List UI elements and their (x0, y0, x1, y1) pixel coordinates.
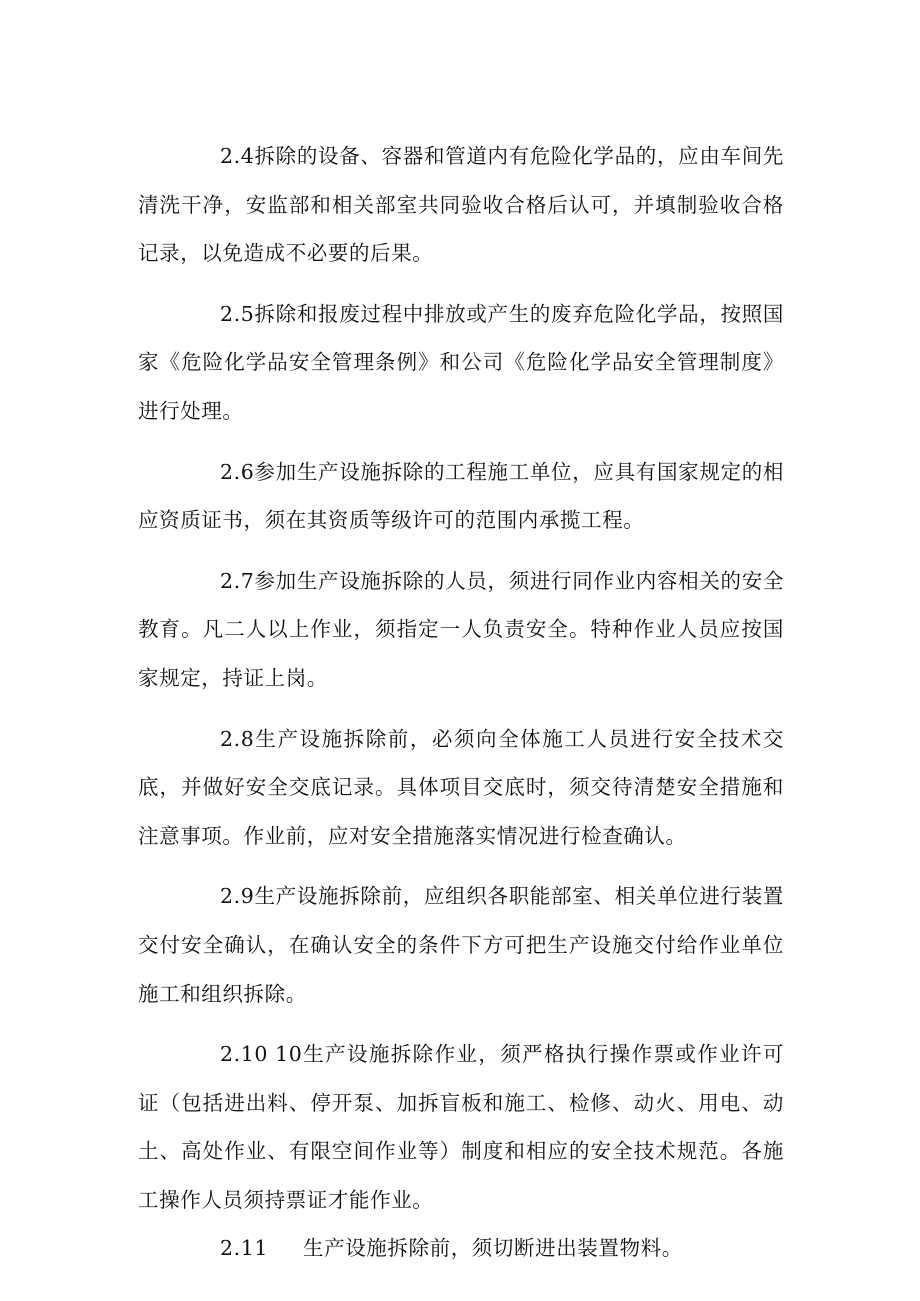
clause-text: 拆除和报废过程中排放或产生的废弃危险化学品，按照国家《危险化学品安全管理条例》和公司《危险化学品安全管理制度》进行处理。 (138, 301, 784, 423)
clause-number: 2.10 10 (220, 1042, 303, 1067)
clause-number: 2.7 (220, 568, 255, 593)
clause-number: 2.9 (220, 884, 255, 909)
clause-text: 生产设施拆除前，必须向全体施工人员进行安全技术交底，并做好安全交底记录。具体项目交底时，须交待清楚安全措施和注意事项。作业前，应对安全措施落实情况进行检查确认。 (138, 726, 784, 848)
clause-text: 生产设施拆除前，须切断进出装置物料。 (303, 1236, 683, 1261)
clause-text: 参加生产设施拆除的人员，须进行同作业内容相关的安全教育。凡二人以上作业，须指定一人负责安全。特种作业人员应按国家规定，持证上岗。 (138, 568, 784, 690)
paragraph-2-5 (138, 290, 784, 436)
paragraph-2-7 (138, 557, 784, 703)
clause-text: 参加生产设施拆除的工程施工单位，应具有国家规定的相应资质证书，须在其资质等级许可的范围内承揽工程。 (138, 459, 784, 533)
clause-text: 拆除的设备、容器和管道内有危险化学品的，应由车间先清洗干净，安监部和相关部室共同验收合格后认可，并填制验收合格记录，以免造成不必要的后果。 (138, 144, 784, 266)
clause-number: 2.5 (220, 301, 255, 326)
clause-text: 生产设施拆除前，应组织各职能部室、相关单位进行装置交付安全确认，在确认安全的条件下方可把生产设施交付给作业单位施工和组织拆除。 (138, 884, 784, 1006)
paragraph-2-4 (138, 132, 784, 278)
clause-number: 2.8 (220, 726, 255, 751)
paragraph-2-10 (138, 1030, 784, 1224)
clause-number: 2.4 (220, 144, 255, 168)
paragraph-2-6 (138, 448, 784, 545)
paragraph-2-8 (138, 715, 784, 861)
clause-number: 2.6 (220, 459, 255, 484)
paragraph-2-9 (138, 872, 784, 1018)
clause-text: 生产设施拆除作业，须严格执行操作票或作业许可证（包括进出料、停开泵、加拆盲板和施工、检修、动火、用电、动土、高处作业、有限空间作业等）制度和相应的安全技术规范。各施工操作人员须持票证才能作业。 (138, 1042, 784, 1212)
clause-number: 2.11 (220, 1236, 269, 1261)
document-body (138, 132, 784, 1285)
paragraph-2-11 (138, 1224, 784, 1273)
